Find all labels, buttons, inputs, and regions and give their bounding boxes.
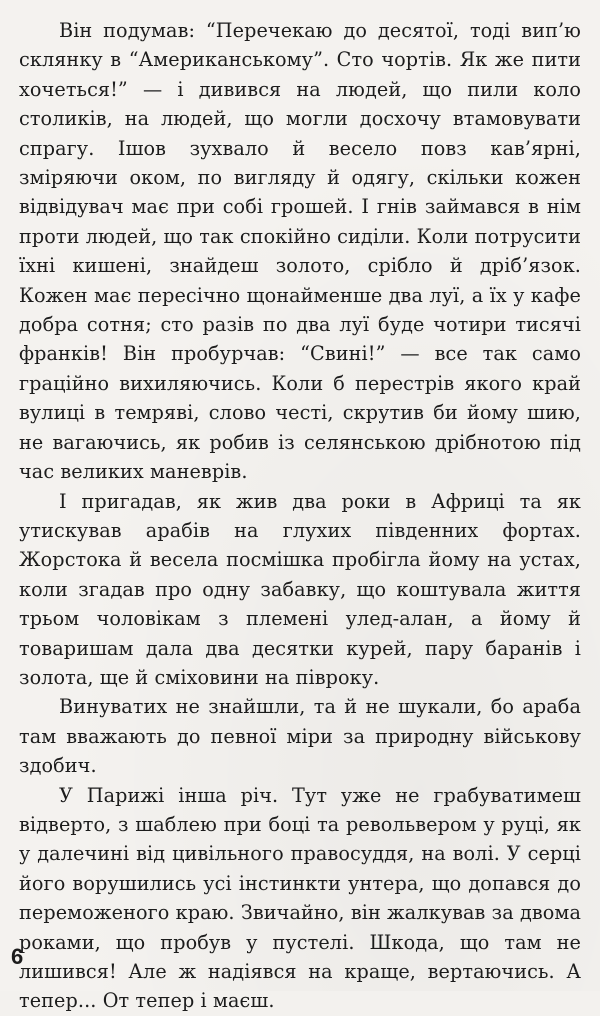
paragraph-1: Він подумав: “Перечекаю до десятої, тоді вип’ю склянку в “Американському”. Сто чортів. Як же пити хочеться!” — і дивився на людей, що пили коло столиків, на людей, що могли досхочу втамовувати спрагу. Ішов зухвало й весело повз кав’ярні, зміряючи оком, по вигляду й одягу, скільки кожен відвідувач має при собі грошей. І гнів займався в нім проти людей, що так спокійно сиділи. Коли потрусити їхні кишені, знайдеш золото, срібло й дріб’язок. Кожен має пересічно щонайменше два луї, а їх у кафе добра сотня; сто разів по два луї буде чотири тисячі франків! Він пробурчав: “Свині!” — все так само граційно вихиляючись. Коли б перестрів якого край вулиці в темряві, слово честі, скрутив би йому шию, не вагаючись, як робив із селянською дрібнотою під час великих маневрів. [19,19,581,484]
paragraph-4: У Парижі інша річ. Тут уже не грабуватимеш відверто, з шаблею при боці та револьвером у руці, як у далечині від цивільного правосуддя, на волі. У серці його ворушились усі інстинкти унтера, що допався до переможеного краю. Звичайно, він жалкував за двома роками, що пробув у пустелі. Шкода, що там не лишився! Але ж надіявся на краще, вертаючись. А тепер... От тепер і маєш. [19,783,581,1013]
body-text [19,16,581,1016]
paragraph-2: І пригадав, як жив два роки в Африці та як утискував арабів на глухих південних фортах. Жорстока й весела посмішка пробігла йому на устах, коли згадав про одну забавку, що коштувала життя трьом чоловікам з племені улед-алан, а йому й товаришам дала два десятки курей, пару баранів і золота, ще й сміховини на півроку. [19,489,581,689]
paragraph-3: Винуватих не знайшли, та й не шукали, бо араба там вважають до певної міри за природну військову здобич. [19,695,581,778]
page-number: 6 [11,944,24,969]
